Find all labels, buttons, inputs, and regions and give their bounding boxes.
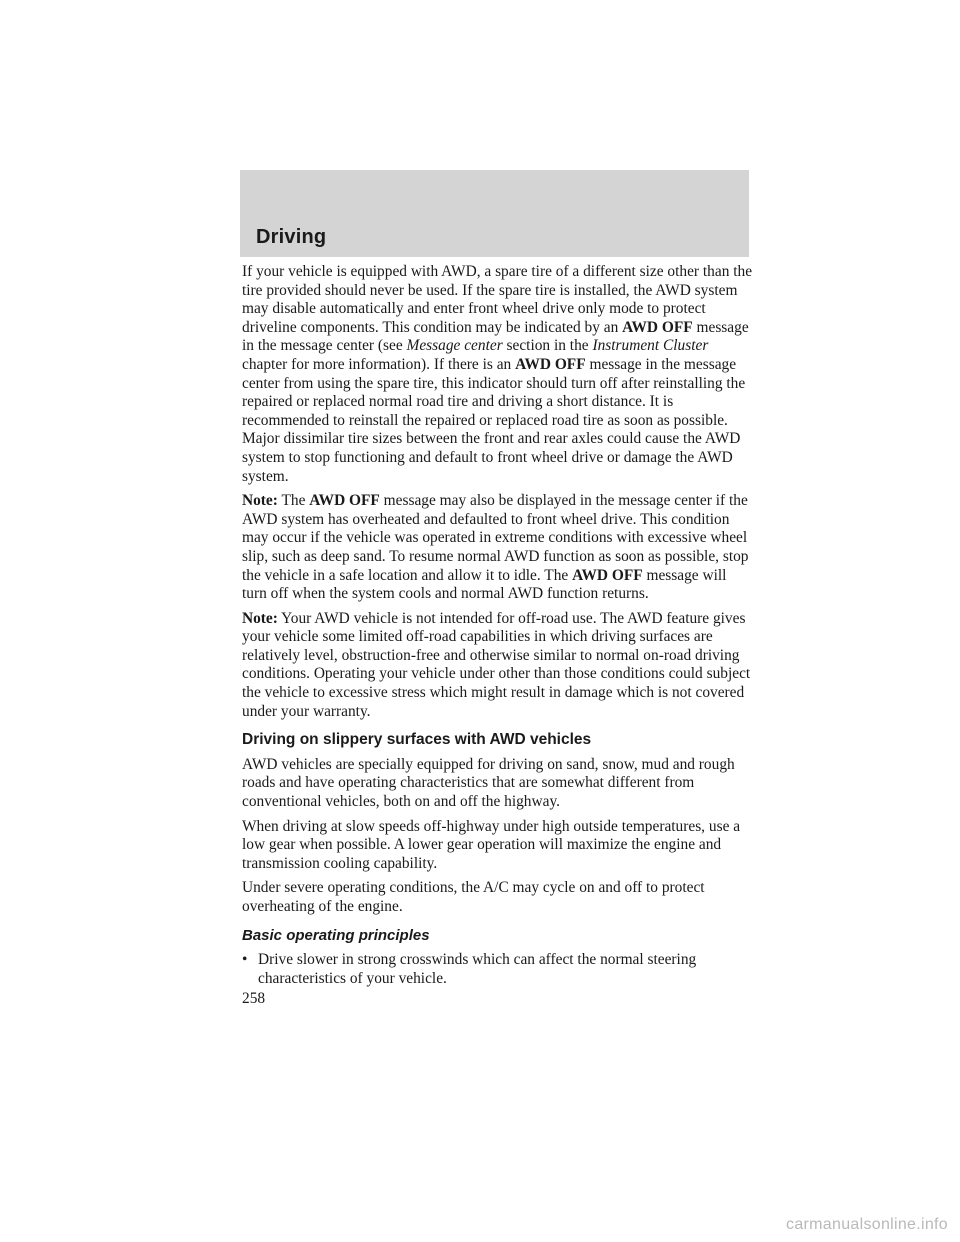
text: If your vehicle is equipped with AWD, a spare tire of a different size other than the tire provided should never be used. If the spare tire is installed, the AWD system may disable automatically and enter front wheel drive only mode to protect driveline components. This condition may be indicated by an (242, 263, 753, 336)
heading-basic-principles: Basic operating principles (242, 926, 430, 944)
heading-slippery-surfaces: Driving on slippery surfaces with AWD vehicles (242, 731, 592, 749)
reference-instrument-cluster: Instrument Cluster (592, 337, 709, 355)
paragraph-awd-equipped: AWD vehicles are specially equipped for driving on sand, snow, mud and rough roads and have operating characteristics that are somewhat different from conventional vehicles, both on and off the highway. (242, 755, 735, 811)
bullet-icon: • (242, 951, 248, 969)
text: The (277, 492, 310, 510)
note-off-road (242, 610, 754, 722)
paragraph-slow-speeds: When driving at slow speeds off-highway under high outside temperatures, use a low gear when possible. A lower gear operation will maximize the engine and transmission cooling capability. (242, 817, 741, 872)
note-overheat (242, 492, 754, 604)
awd-off-label: AWD OFF (309, 492, 380, 510)
awd-off-label: AWD OFF (515, 355, 586, 373)
reference-message-center: Message center (406, 337, 503, 355)
text: message will turn off when the system cools and normal AWD function returns. (242, 566, 727, 603)
text: section in the (502, 337, 593, 355)
text: message in the message center (see (242, 318, 749, 355)
paragraph-ac-cycle: Under severe operating conditions, the A/C may cycle on and off to protect overheating of the engine. (242, 879, 705, 915)
list-item-text: Drive slower in strong crosswinds which can affect the normal steering characteristics of your vehicle. (258, 951, 697, 987)
awd-off-label: AWD OFF (622, 318, 693, 336)
list-item (242, 951, 754, 988)
section-title: Driving (256, 226, 327, 248)
text: message in the message center from using the spare tire, this indicator should turn off after reinstalling the repaired or replaced normal road tire and driving a short distance. It is recommended to reinstall the repaired or replaced road tire as soon as possible. Major dissimilar tire sizes between the front and rear axles could cause the AWD system to stop functioning and default to front wheel drive or damage the AWD system. (242, 355, 746, 485)
note-label: Note: (242, 609, 278, 627)
paragraph-spare-tire (242, 263, 754, 486)
text: chapter for more information). If there is an (242, 355, 516, 373)
text: Your AWD vehicle is not intended for off-road use. The AWD feature gives your vehicle some limited off-road capabilities in which driving surfaces are relatively level, obstruction-free and otherwise similar to normal on-road driving conditions. Operating your vehicle under other than those conditions could subject the vehicle to excessive stress which might result in damage which is not covered under your warranty. (242, 609, 751, 720)
awd-off-label: AWD OFF (572, 566, 643, 584)
page-number: 258 (242, 990, 266, 1008)
text: message may also be displayed in the message center if the AWD system has overheated and defaulted to front wheel drive. This condition may occur if the vehicle was operated in extreme conditions with excessive wheel slip, such as deep sand. To resume normal AWD function as soon as possible, stop the vehicle in a safe location and allow it to idle. The (242, 492, 749, 584)
note-label: Note: (242, 492, 278, 510)
watermark: carmanualsonline.info (786, 1216, 948, 1233)
page-content (242, 263, 754, 1009)
section-header-band (240, 170, 749, 257)
